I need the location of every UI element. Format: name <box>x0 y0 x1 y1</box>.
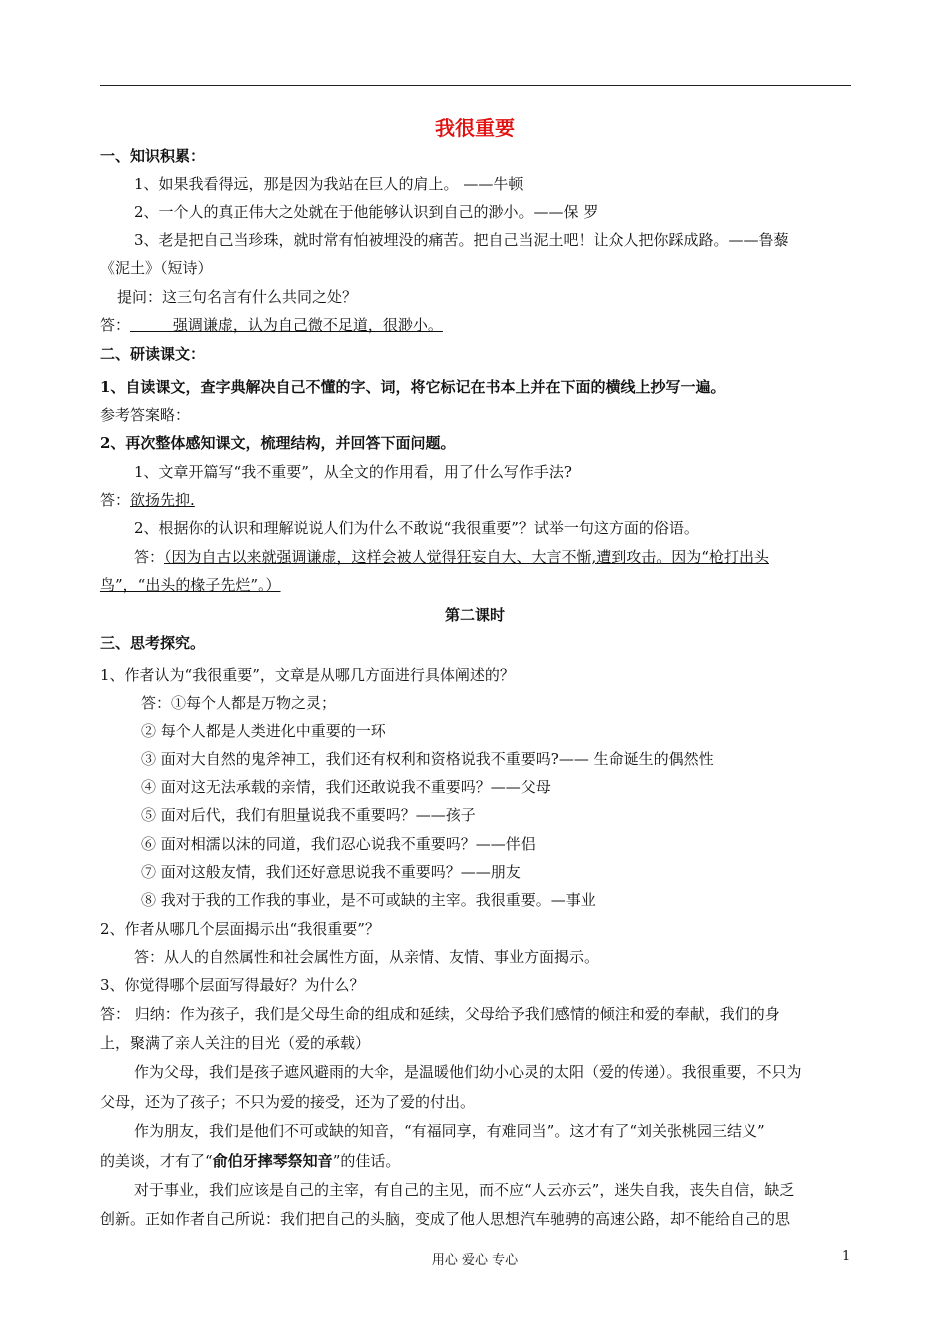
answer-label: 答： <box>134 548 165 566</box>
answer-3-1-item: ⑤ 面对后代，我们有胆量说我不重要吗？——孩子 <box>141 806 476 824</box>
paragraph-friend-line2 <box>100 1151 400 1171</box>
answer-3-1-item: ③ 面对大自然的鬼斧神工，我们还有权利和资格说我不重要吗?—— 生命诞生的偶然性 <box>141 750 714 768</box>
page-title: 我很重要 <box>435 116 515 140</box>
header-rule <box>100 85 851 86</box>
question-3-3: 3、你觉得哪个层面写得最好？为什么？ <box>100 976 365 994</box>
paragraph-parent-line1: 作为父母，我们是孩子遮风避雨的大伞，是温暖他们幼小心灵的太阳（爱的传递）。我很重要，不只为 <box>134 1063 802 1081</box>
paragraph-career-line1: 对于事业，我们应该是自己的主宰，有自己的主见，而不应“人云亦云”，迷失自我，丧失自信，缺乏 <box>134 1181 795 1199</box>
answer-3-2: 答：从人的自然属性和社会属性方面，从亲情、友情、事业方面揭示。 <box>134 948 600 966</box>
quote-1: 1、如果我看得远，那是因为我站在巨人的肩上。 ——牛顿 <box>134 175 524 193</box>
answer-text: 强调谦虚，认为自己微不足道，很渺小。 <box>130 316 443 334</box>
answer-3-1-item: ⑧ 我对于我的工作我的事业，是不可或缺的主宰。我很重要。—事业 <box>141 891 596 909</box>
question-common: 提问：这三句名言有什么共同之处？ <box>117 288 358 306</box>
section2-heading: 二、研读课文： <box>100 345 206 363</box>
question-3-2: 2、作者从哪几个层面揭示出“我很重要”？ <box>100 920 380 938</box>
answer-2-1 <box>100 490 195 510</box>
section1-heading: 一、知识积累： <box>100 147 206 165</box>
paragraph-career-line2: 创新。正如作者自己所说：我们把自己的头脑，变成了他人思想汽车驰骋的高速公路，却不能给自己的思 <box>100 1210 791 1228</box>
reference-note: 参考答案略： <box>100 406 191 424</box>
question-2-2: 2、根据你的认识和理解说说人们为什么不敢说“我很重要”？试举一句这方面的俗语。 <box>134 519 699 537</box>
question-2-1: 1、文章开篇写“我不重要”，从全文的作用看，用了什么写作手法? <box>134 463 572 481</box>
answer-3-1-item: ⑦ 面对这般友情，我们还好意思说我不重要吗？——朋友 <box>141 863 521 881</box>
answer-text: 欲扬先抑. <box>130 491 195 509</box>
footer-text: 用心 爱心 专心 <box>431 1253 519 1268</box>
answer-3-1-item: ④ 面对这无法承载的亲情，我们还敢说我不重要吗？——父母 <box>141 778 551 796</box>
text-run: 的美谈，才有了“ <box>100 1152 213 1170</box>
text-run: ”的佳话。 <box>332 1152 401 1170</box>
paragraph-child-line1: 答： 归纳：作为孩子，我们是父母生命的组成和延续，父母给予我们感情的倾注和爱的奉献，我们的身 <box>100 1005 780 1023</box>
paragraph-friend-line1: 作为朋友，我们是他们不可或缺的知音，“有福同享，有难同当”。这才有了“刘关张桃园三结义” <box>134 1122 765 1140</box>
task-2: 2、再次整体感知课文，梳理结构，并回答下面问题。 <box>100 434 456 452</box>
paragraph-parent-line2: 父母，还为了孩子；不只为爱的接受，还为了爱的付出。 <box>100 1093 476 1111</box>
answer-label: 答： <box>100 491 131 509</box>
emphasis-phrase: 俞伯牙摔琴祭知音 <box>212 1152 333 1170</box>
answer-label: 答： <box>100 316 131 334</box>
answer-text: （因为自古以来就强调谦虚，这样会被人觉得狂妄自大、大言不惭,遭到攻击。因为“枪打出头 <box>164 548 769 566</box>
paragraph-child-line2: 上，聚满了亲人关注的目光（爱的承载） <box>100 1034 371 1052</box>
question-3-1: 1、作者认为“我很重要”，文章是从哪几方面进行具体阐述的？ <box>100 666 515 684</box>
section3-heading: 三、思考探究。 <box>100 634 206 652</box>
page-number: 1 <box>842 1249 851 1264</box>
answer-common <box>100 315 443 335</box>
answer-3-1-item: 答：①每个人都是万物之灵； <box>141 694 337 712</box>
quote-3-line1: 3、老是把自己当珍珠，就时常有怕被埋没的痛苦。把自己当泥土吧！让众人把你踩成路。——鲁藜 <box>134 231 789 249</box>
lesson-2-heading: 第二课时 <box>444 606 505 624</box>
answer-3-1-item: ② 每个人都是人类进化中重要的一环 <box>141 722 386 740</box>
answer-2-2-line1 <box>134 547 769 567</box>
answer-3-1-item: ⑥ 面对相濡以沫的同道，我们忍心说我不重要吗？——伴侣 <box>141 835 536 853</box>
task-1: 1、自读课文，查字典解决自己不懂的字、词，将它标记在书本上并在下面的横线上抄写一遍。 <box>100 378 726 396</box>
answer-2-2-line2: 鸟”，“出头的椽子先烂”。） <box>100 576 281 594</box>
quote-2: 2、一个人的真正伟大之处就在于他能够认识到自己的渺小。——保 罗 <box>134 203 599 221</box>
quote-3-line2: 《泥土》（短诗） <box>100 259 213 277</box>
